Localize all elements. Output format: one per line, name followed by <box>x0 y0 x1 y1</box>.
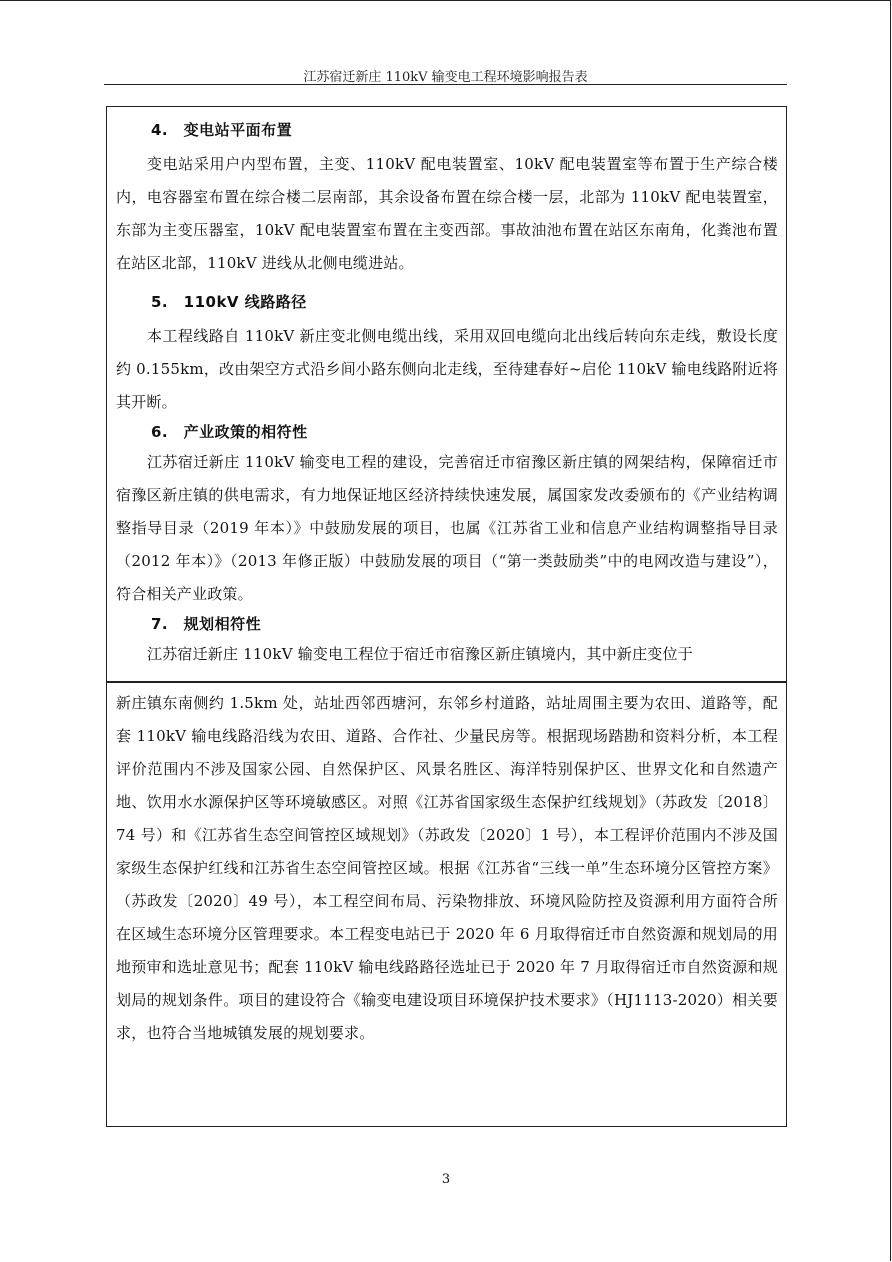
section-paragraph-7: 江苏宿迁新庄 110kV 输变电工程位于宿迁市宿豫区新庄镇境内，其中新庄变位于 <box>147 645 693 663</box>
section-heading-6: 6. 产业政策的相符性 <box>151 423 308 441</box>
content-box-top <box>106 106 787 682</box>
section-heading-4: 4. 变电站平面布置 <box>151 121 293 139</box>
section-paragraph-6: 江苏宿迁新庄 110kV 输变电工程的建设，完善宿迁市宿豫区新庄镇的网架结构，保障宿迁市宿豫区新庄镇的供电需求，有力地保证地区经济持续快速发展，属国家发改委颁布的《产业结构调整指导目录（2019 年本）》中鼓励发展的项目，也属《江苏省工业和信息产业结构调整指导目录（2012 年本）》（2013 年修正版）中鼓励发展的项目（“第一类鼓励类”中的电网改造与建设”），符合相关产业政策。 <box>116 453 778 603</box>
section-paragraph-5: 本工程线路自 110kV 新庄变北侧电缆出线，采用双回电缆向北出线后转向东走线，敷设长度约 0.155km，改由架空方式沿乡间小路东侧向北走线，至待建春好~启伦 110kV 输电线路附近将其开断。 <box>116 327 778 411</box>
section-heading-5: 5. 110kV 线路路径 <box>151 293 307 311</box>
content-box-bottom <box>106 682 787 1127</box>
section-paragraph-7-continued: 新庄镇东南侧约 1.5km 处，站址西邻西塘河，东邻乡村道路，站址周围主要为农田、道路等，配套 110kV 输电线路沿线为农田、道路、合作社、少量民房等。根据现场踏勘和资料分析，本工程评价范围内不涉及国家公园、自然保护区、风景名胜区、海洋特别保护区、世界文化和自然遗产地、饮用水水源保护区等环境敏感区。对照《江苏省国家级生态保护红线规划》（苏政发〔2018〕74 号）和《江苏省生态空间管控区域规划》（苏政发〔2020〕1 号），本工程评价范围内不涉及国家级生态保护红线和江苏省生态空间管控区域。根据《江苏省“三线一单”生态环境分区管控方案》（苏政发〔2020〕49 号），本工程空间布局、污染物排放、环境风险防控及资源利用方面符合所在区域生态环境分区管理要求。本工程变电站已于 2020 年 6 月取得宿迁市自然资源和规划局的用地预审和选址意见书；配套 110kV 输电线路路径选址已于 2020 年 7 月取得宿迁市自然资源和规划局的规划条件。项目的建设符合《输变电建设项目环境保护技术要求》（HJ1113-2020）相关要求，也符合当地城镇发展的规划要求。 <box>116 694 778 1042</box>
header-rule <box>104 84 787 85</box>
section-heading-7: 7. 规划相符性 <box>151 615 262 633</box>
section-paragraph-4: 变电站采用户内型布置，主变、110kV 配电装置室、10kV 配电装置室等布置于生产综合楼内，电容器室布置在综合楼二层南部，其余设备布置在综合楼一层，北部为 110kV 配电装置室，东部为主变压器室，10kV 配电装置室布置在主变西部。事故油池布置在站区东南角，化粪池布置在站区北部，110kV 进线从北侧电缆进站。 <box>116 155 778 272</box>
report-header: 江苏宿迁新庄 110kV 输变电工程环境影响报告表 <box>303 70 588 85</box>
page-number: 3 <box>441 1172 451 1187</box>
